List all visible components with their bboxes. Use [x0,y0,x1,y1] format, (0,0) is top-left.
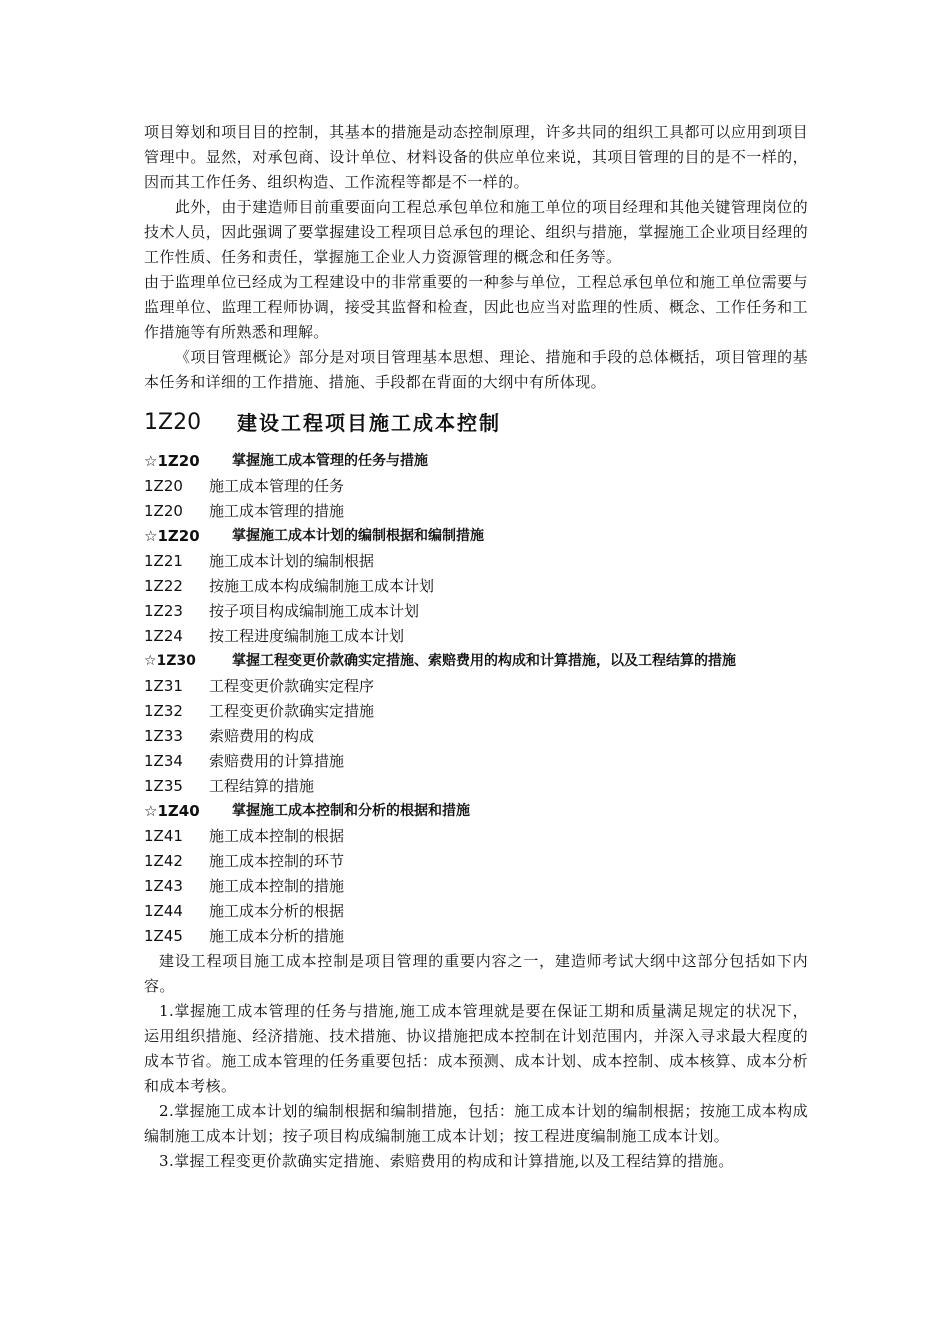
outline-text: 索赔费用的计算措施 [209,752,345,770]
outline-code: 1Z41 [144,827,183,845]
outline-text: 施工成本控制的根据 [209,827,345,845]
outline-section-heading [144,449,808,474]
outline-item [144,549,808,574]
intro-paragraph-4: 《项目管理概论》部分是对项目管理基本思想、理论、措施和手段的总体概括，项目管理的基本任务和详细的工作措施、措施、手段都在背面的大纲中有所体现。 [144,348,808,391]
intro-paragraph-2: 此外，由于建造师目前重要面向工程总承包单位和施工单位的项目经理和其他关键管理岗位的技术人员，因此强调了要掌握建设工程项目总承包的理论、组织与措施，掌握施工企业项目经理的工作性质、任务和责任，掌握施工企业人力资源管理的概念和任务等。 [144,198,808,266]
outline-section-heading [144,799,808,824]
outline-code: 1Z21 [144,552,183,570]
outline-text: 掌握施工成本控制和分析的根据和措施 [232,803,470,819]
outline-code: ☆1Z20 [144,452,200,470]
summary-paragraph-1: 建设工程项目施工成本控制是项目管理的重要内容之一，建造师考试大纲中这部分包括如下内容。 [144,952,808,995]
outline-item [144,699,808,724]
outline-item [144,499,808,524]
outline-text: 掌握施工成本管理的任务与措施 [232,453,428,469]
outline-code: 1Z20 [144,477,183,495]
outline-item [144,824,808,849]
outline-text: 施工成本计划的编制根据 [209,552,375,570]
outline-item [144,574,808,599]
intro-paragraph-3: 由于监理单位已经成为工程建设中的非常重要的一种参与单位，工程总承包单位和施工单位需要与监理单位、监理工程师协调，接受其监督和检查，因此也应当对监理的性质、概念、工作任务和工作措施等有所熟悉和理解。 [144,273,808,341]
outline-code: ☆1Z20 [144,527,200,545]
outline-text: 工程结算的措施 [209,777,315,795]
summary-paragraph-4: 3.掌握工程变更价款确实定措施、索赔费用的构成和计算措施,以及工程结算的措施。 [159,1152,734,1170]
document-page [144,120,808,1174]
outline-code: 1Z32 [144,702,183,720]
outline-text: 施工成本管理的任务 [209,477,345,495]
outline-code: 1Z45 [144,927,183,945]
outline-code: ☆1Z40 [144,802,200,820]
chapter-heading [144,403,808,443]
outline-item [144,899,808,924]
outline-code: 1Z34 [144,752,183,770]
outline-item [144,624,808,649]
outline-text: 按施工成本构成编制施工成本计划 [209,577,435,595]
outline-code: 1Z35 [144,777,183,795]
outline-section-heading [144,524,808,549]
outline-text: 施工成本控制的环节 [209,852,345,870]
summary-paragraph-2: 1.掌握施工成本管理的任务与措施,施工成本管理就是要在保证工期和质量满足规定的状况下，运用组织措施、经济措施、技术措施、协议措施把成本控制在计划范围内，并深入寻求最大程度的成本节省。施工成本管理的任务重要包括：成本预测、成本计划、成本控制、成本核算、成本分析和成本考核。 [144,1002,808,1095]
outline-code: 1Z22 [144,577,183,595]
outline-item [144,474,808,499]
outline-code: 1Z23 [144,602,183,620]
outline-code: ☆1Z30 [144,653,196,669]
outline-text: 施工成本分析的根据 [209,902,345,920]
outline-text: 掌握施工成本计划的编制根据和编制措施 [232,528,484,544]
outline-item [144,749,808,774]
outline-text: 工程变更价款确实定措施 [209,702,375,720]
outline-text: 施工成本分析的措施 [209,927,345,945]
outline-item [144,924,808,949]
chapter-code: 1Z20 [144,410,202,435]
outline-item [144,599,808,624]
outline-code: 1Z44 [144,902,183,920]
outline-text: 施工成本控制的措施 [209,877,345,895]
intro-paragraph-1: 项目筹划和项目目的控制，其基本的措施是动态控制原理，许多共同的组织工具都可以应用到项目管理中。显然，对承包商、设计单位、材料设备的供应单位来说，其项目管理的目的是不一样的，因而其工作任务、组织构造、工作流程等都是不一样的。 [144,123,808,191]
outline-text: 掌握工程变更价款确实定措施、索赔费用的构成和计算措施，以及工程结算的措施 [232,653,736,669]
outline-code: 1Z33 [144,727,183,745]
summary-paragraph-3: 2.掌握施工成本计划的编制根据和编制措施，包括：施工成本计划的编制根据；按施工成本构成编制施工成本计划；按子项目构成编制施工成本计划；按工程进度编制施工成本计划。 [144,1102,808,1145]
outline-section-heading [144,649,808,674]
outline-item [144,774,808,799]
outline-item [144,874,808,899]
outline-text: 按子项目构成编制施工成本计划 [209,602,420,620]
chapter-title: 建设工程项目施工成本控制 [237,411,501,435]
outline-item [144,674,808,699]
outline-code: 1Z20 [144,502,183,520]
outline-text: 索赔费用的构成 [209,727,315,745]
outline-code: 1Z24 [144,627,183,645]
outline-code: 1Z42 [144,852,183,870]
outline-item [144,724,808,749]
outline-text: 工程变更价款确实定程序 [209,677,375,695]
outline-text: 按工程进度编制施工成本计划 [209,627,405,645]
outline-code: 1Z31 [144,677,183,695]
outline-list [144,449,808,949]
outline-text: 施工成本管理的措施 [209,502,345,520]
outline-item [144,849,808,874]
outline-code: 1Z43 [144,877,183,895]
